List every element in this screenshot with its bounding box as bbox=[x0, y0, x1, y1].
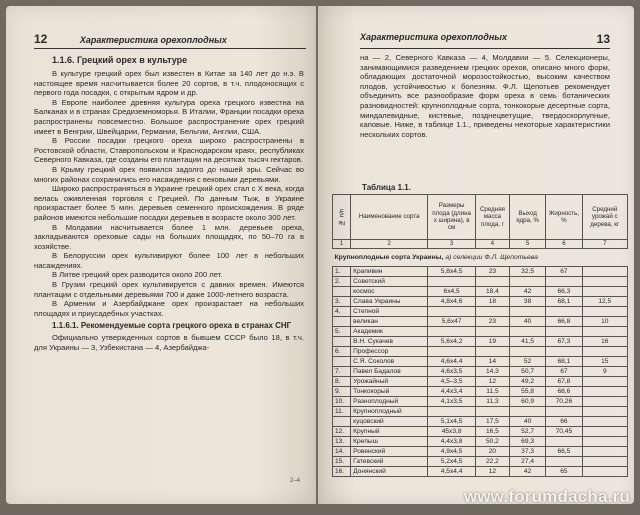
subsection-heading: 1.1.6.1. Рекомендуемые сорта грецкого ореха в странах СНГ bbox=[52, 321, 292, 331]
table-cell: Тонкокорый bbox=[351, 387, 428, 397]
right-page bbox=[318, 6, 634, 504]
table-cell: Крепыш bbox=[351, 437, 428, 447]
table-row bbox=[333, 267, 628, 277]
table-cell bbox=[509, 307, 545, 317]
paragraph: В России посадки грецкого ореха широко распространены в Ростовской области, Ставропольском и Краснодарском краях, республиках Северного Кавказа, где созданы его плантации на десятках тысяч гектаров. bbox=[34, 136, 304, 165]
table-row bbox=[333, 377, 628, 387]
column-header: Жирность, % bbox=[546, 195, 582, 240]
group-subtitle: а) селекции Ф.Л. Щепотьева bbox=[445, 253, 538, 261]
table-cell: Профессор bbox=[351, 347, 428, 357]
table-cell: 69,3 bbox=[509, 437, 545, 447]
table-cell: 2. bbox=[333, 277, 351, 287]
table-cell: 11,3 bbox=[475, 397, 509, 407]
table-cell: 67,3 bbox=[546, 337, 582, 347]
table-cell bbox=[475, 407, 509, 417]
table-cell bbox=[428, 307, 476, 317]
table-cell: 15 bbox=[582, 357, 627, 367]
table-cell: 68,1 bbox=[546, 297, 582, 307]
table-cell: Павел Бадалов bbox=[351, 367, 428, 377]
table-cell: 66 bbox=[546, 417, 582, 427]
table-cell bbox=[582, 457, 627, 467]
table-cell: Слава Украины bbox=[351, 297, 428, 307]
paragraph: В Грузии грецкий орех культивируется с давних времен. Имеются плантации с отдельными деревьями 700 и даже 1000-летнего возраста. bbox=[34, 280, 304, 299]
table-cell: 68,1 bbox=[546, 357, 582, 367]
table-cell bbox=[546, 277, 582, 287]
table-cell: Крапивин bbox=[351, 267, 428, 277]
table-cell: 67 bbox=[546, 367, 582, 377]
table-cell: 11. bbox=[333, 407, 351, 417]
table-cell: 9. bbox=[333, 387, 351, 397]
table-cell: 55,8 bbox=[509, 387, 545, 397]
column-number: 2 bbox=[351, 240, 428, 249]
table-group-row bbox=[333, 249, 628, 267]
table-cell: 4,4х3,4 bbox=[428, 387, 476, 397]
table-cell: 12,5 bbox=[582, 297, 627, 307]
column-header: Размеры плода (длина х ширина), в см bbox=[428, 195, 476, 240]
table-cell bbox=[582, 427, 627, 437]
paragraph: В Белоруссии орех культивируют более 100 лет в небольших насаждениях. bbox=[34, 251, 304, 270]
column-number: 7 bbox=[582, 240, 627, 249]
table-cell bbox=[582, 447, 627, 457]
table-cell: В.Н. Сукачев bbox=[351, 337, 428, 347]
table-cell bbox=[582, 287, 627, 297]
table-cell: Степной bbox=[351, 307, 428, 317]
table-cell: 32,5 bbox=[509, 267, 545, 277]
table-row bbox=[333, 467, 628, 477]
table-cell: 4. bbox=[333, 307, 351, 317]
table-cell: 67,8 bbox=[546, 377, 582, 387]
table-cell bbox=[582, 267, 627, 277]
table-cell: 5,6х4,2 bbox=[428, 337, 476, 347]
table-cell bbox=[428, 277, 476, 287]
varieties-table bbox=[332, 194, 628, 477]
table-cell bbox=[333, 337, 351, 347]
column-number: 3 bbox=[428, 240, 476, 249]
table-cell: 4,1х3,5 bbox=[428, 397, 476, 407]
final-paragraph: Официально утвержденных сортов в бывшем СССР было 18, в т.ч. для Украины — 3, Узбекистана — 4, Азербайджа- bbox=[34, 333, 304, 353]
table-cell: 66,3 bbox=[546, 287, 582, 297]
table-row bbox=[333, 277, 628, 287]
column-number: 1 bbox=[333, 240, 351, 249]
table-row bbox=[333, 447, 628, 457]
table-cell: 14 bbox=[475, 357, 509, 367]
table-cell bbox=[509, 407, 545, 417]
table-cell: 38 bbox=[509, 297, 545, 307]
right-header-rule bbox=[360, 48, 610, 49]
table-cell: 49,2 bbox=[509, 377, 545, 387]
table-cell: 16. bbox=[333, 467, 351, 477]
table-cell: 50,2 bbox=[475, 437, 509, 447]
table-row bbox=[333, 407, 628, 417]
table-cell bbox=[475, 327, 509, 337]
table-cell: 37,3 bbox=[509, 447, 545, 457]
table-cell: 3. bbox=[333, 297, 351, 307]
intro-paragraph: на — 2, Северного Кавказа — 4, Молдавии — 5. Селекционеры, занимающимися разведением грецких орехов, описано много форм, обладающих достаточной морозостойкостью, высоким качеством плодов, устойчивостью к болезням. Ф.Л. Щепотьев рекомендует объединить все разнообразие форм ореха в семь ботанических разновидностей: крупноплодные сорта, тонкокорые десертные сорта, миндалевидные, кистевые, позднецветущие, твердоскорлупные, каповые. Ниже, в таблице 1.1., приведены некоторые характеристики нескольких сортов. bbox=[360, 53, 610, 139]
table-cell: 52 bbox=[509, 357, 545, 367]
table-cell bbox=[428, 347, 476, 357]
table-cell bbox=[509, 347, 545, 357]
table-cell bbox=[582, 467, 627, 477]
table-cell: 40 bbox=[509, 317, 545, 327]
table-cell bbox=[509, 277, 545, 287]
table-cell bbox=[546, 307, 582, 317]
paragraph: В Молдавии насчитывается более 1 млн. деревьев ореха, закладываются ореховые сады на больших площадях, по 50–70 га в хозяйстве. bbox=[34, 222, 304, 251]
table-cell: 4,5–3,5 bbox=[428, 377, 476, 387]
table-cell: 60,9 bbox=[509, 397, 545, 407]
table-cell: 5,8х4,5 bbox=[428, 267, 476, 277]
watermark: www.forumdacha.ru bbox=[463, 487, 630, 506]
table-cell: 18 bbox=[475, 297, 509, 307]
table-row bbox=[333, 387, 628, 397]
paragraph: В Европе наиболее древняя культура ореха грецкого известна на Балканах и в странах Средиземноморья. В Италии, Франции посадки ореха распространены повсеместно. Большое распространение орех грецкий имеет в Венгрии, Швейцарии, Германии, Бельгии, Англии, США. bbox=[34, 97, 304, 136]
table-cell bbox=[582, 437, 627, 447]
left-page bbox=[6, 6, 316, 504]
table-cell: 41,5 bbox=[509, 337, 545, 347]
table-cell: 5,2х4,5 bbox=[428, 457, 476, 467]
left-body-text bbox=[34, 52, 304, 496]
right-running-header bbox=[360, 32, 610, 46]
table-cell: 70,45 bbox=[546, 427, 582, 437]
paragraph: В Литве грецкий орех разводится около 200 лет. bbox=[52, 270, 223, 280]
table-cell: 50,7 bbox=[509, 367, 545, 377]
table-cell bbox=[428, 407, 476, 417]
table-cell bbox=[582, 327, 627, 337]
table-cell: 4,4х3,8 bbox=[428, 437, 476, 447]
table-cell: 4,6х4,4 bbox=[428, 357, 476, 367]
table-cell: 6. bbox=[333, 347, 351, 357]
table-cell bbox=[582, 387, 627, 397]
left-header-rule bbox=[34, 48, 306, 49]
table-row bbox=[333, 457, 628, 467]
table-cell: 16,5 bbox=[475, 427, 509, 437]
table-row bbox=[333, 437, 628, 447]
paragraph: В Крыму грецкий орех появился задолго до нашей эры. Сейчас во многих районах сохранились его насаждения с вековыми деревьями. bbox=[34, 164, 304, 184]
table-cell: 27,4 bbox=[509, 457, 545, 467]
table-cell bbox=[428, 327, 476, 337]
table-cell: 70,26 bbox=[546, 397, 582, 407]
table-cell bbox=[582, 397, 627, 407]
table-cell bbox=[546, 437, 582, 447]
page-number-left: 12 bbox=[34, 32, 48, 46]
table-cell: Ровенский bbox=[351, 447, 428, 457]
table-cell: космос bbox=[351, 287, 428, 297]
table-cell bbox=[509, 327, 545, 337]
paragraph: В Армении и Азербайджане орех произрастает на небольших площадях и приусадебных участках. bbox=[34, 299, 304, 318]
table-cell bbox=[546, 347, 582, 357]
table-cell bbox=[582, 347, 627, 357]
right-body-text bbox=[360, 53, 610, 139]
table-cell: 22,2 bbox=[475, 457, 509, 467]
column-number: 4 bbox=[475, 240, 509, 249]
table-cell: 18,4 bbox=[475, 287, 509, 297]
table-cell: 16 bbox=[582, 337, 627, 347]
table-cell bbox=[546, 457, 582, 467]
table-cell bbox=[546, 407, 582, 417]
table-cell: 52,7 bbox=[509, 427, 545, 437]
column-number: 6 bbox=[546, 240, 582, 249]
table-cell: 20 bbox=[475, 447, 509, 457]
table-cell bbox=[475, 347, 509, 357]
table-cell: 14. bbox=[333, 447, 351, 457]
table-cell: 45х3,8 bbox=[428, 427, 476, 437]
table-cell bbox=[582, 417, 627, 427]
table-cell bbox=[333, 287, 351, 297]
table-cell: 42 bbox=[509, 467, 545, 477]
table-cell: Донянский bbox=[351, 467, 428, 477]
table-cell: 5,6х47 bbox=[428, 317, 476, 327]
table-cell: 66,8 bbox=[546, 317, 582, 327]
footer-signature-mark: 2–4 bbox=[289, 478, 300, 484]
table-cell: С.Я. Соколов bbox=[351, 357, 428, 367]
table-row bbox=[333, 417, 628, 427]
table-cell: 5,1х4,5 bbox=[428, 417, 476, 427]
column-header: № п/п bbox=[333, 195, 351, 240]
column-header: Средний урожай с дерева, кг bbox=[582, 195, 627, 240]
table-cell: 4,6х3,5 bbox=[428, 367, 476, 377]
table-cell: Советский bbox=[351, 277, 428, 287]
table-cell: 40 bbox=[509, 417, 545, 427]
table-cell bbox=[333, 417, 351, 427]
table-cell: 23 bbox=[475, 317, 509, 327]
table-row bbox=[333, 397, 628, 407]
table-row bbox=[333, 327, 628, 337]
table-cell: Крупный bbox=[351, 427, 428, 437]
table-cell bbox=[582, 277, 627, 287]
table-row bbox=[333, 317, 628, 327]
table-cell: Урожайный bbox=[351, 377, 428, 387]
left-header-title: Характеристика орехоплодных bbox=[79, 35, 227, 45]
table-column-numbers bbox=[333, 240, 628, 249]
table-cell: 19 bbox=[475, 337, 509, 347]
table-cell: 4,5х4,4 bbox=[428, 467, 476, 477]
table-cell: 12 bbox=[475, 467, 509, 477]
table-cell: 10 bbox=[582, 317, 627, 327]
table-cell: 1. bbox=[333, 267, 351, 277]
table-cell: Крупноплодный bbox=[351, 407, 428, 417]
section-heading: 1.1.6. Грецкий орех в культуре bbox=[52, 55, 188, 65]
table-cell bbox=[582, 377, 627, 387]
column-header: Наименование сорта bbox=[351, 195, 428, 240]
right-header-title: Характеристика орехоплодных bbox=[360, 32, 507, 42]
column-number: 5 bbox=[509, 240, 545, 249]
table-cell: 68,6 bbox=[546, 387, 582, 397]
table-header-row bbox=[333, 195, 628, 240]
table-cell: 67 bbox=[546, 267, 582, 277]
table-row bbox=[333, 427, 628, 437]
table-row bbox=[333, 337, 628, 347]
table-row bbox=[333, 297, 628, 307]
table-cell: 17,5 bbox=[475, 417, 509, 427]
paragraph: В культуре грецкий орех был известен в Китае за 140 лет до н.э. В настоящее время насчитывается более 20 сортов, в т.ч. плодоносящих с первого года посадки, с открытым ядром и др. bbox=[34, 69, 304, 98]
column-header: Выход ядра, % bbox=[509, 195, 545, 240]
table-cell: 4,9х4,5 bbox=[428, 447, 476, 457]
column-header: Средняя масса плода, г bbox=[475, 195, 509, 240]
table-row bbox=[333, 367, 628, 377]
table-cell: 7. bbox=[333, 367, 351, 377]
table-cell: 11,5 bbox=[475, 387, 509, 397]
table-cell: 23 bbox=[475, 267, 509, 277]
table-cell: Академик bbox=[351, 327, 428, 337]
paragraph: Широко распространяться в Украине грецкий орех стал с X века, когда велась оживленная торговля с Грецией. По данным Тыж, в Украине произрастает более 5 млн. деревьев семенного происхождения. В ряде районов имеются небольшие посадки деревьев в возрасте около 300 лет. bbox=[34, 184, 304, 222]
table-cell bbox=[546, 327, 582, 337]
table-cell: 13. bbox=[333, 437, 351, 447]
table-cell: 14,3 bbox=[475, 367, 509, 377]
page-number-right: 13 bbox=[596, 32, 610, 46]
table-cell: 6х4,5 bbox=[428, 287, 476, 297]
table-cell: куцовский bbox=[351, 417, 428, 427]
table-cell: 12 bbox=[475, 377, 509, 387]
group-title: Крупноплодные сорта Украины, bbox=[334, 253, 444, 261]
table-cell bbox=[333, 357, 351, 367]
table-row bbox=[333, 347, 628, 357]
table-cell: 10. bbox=[333, 397, 351, 407]
table-cell: 42 bbox=[509, 287, 545, 297]
table-caption: Таблица 1.1. bbox=[362, 183, 411, 192]
table-cell bbox=[475, 277, 509, 287]
table-cell: Гатевский bbox=[351, 457, 428, 467]
left-running-header bbox=[34, 32, 306, 46]
table-cell: 4,8х4,6 bbox=[428, 297, 476, 307]
table-cell: 5. bbox=[333, 327, 351, 337]
table-row bbox=[333, 357, 628, 367]
table-row bbox=[333, 307, 628, 317]
table-cell: 65 bbox=[546, 467, 582, 477]
table-cell: Разноплодный bbox=[351, 397, 428, 407]
table-cell: великан bbox=[351, 317, 428, 327]
table-cell: 9 bbox=[582, 367, 627, 377]
table-cell bbox=[333, 317, 351, 327]
table-cell: 12. bbox=[333, 427, 351, 437]
table-cell bbox=[582, 307, 627, 317]
table-row bbox=[333, 287, 628, 297]
table-cell bbox=[475, 307, 509, 317]
left-paragraphs bbox=[34, 69, 304, 318]
table-cell: 15. bbox=[333, 457, 351, 467]
table-cell: 66,5 bbox=[546, 447, 582, 457]
table-cell bbox=[582, 407, 627, 417]
table-cell: 8. bbox=[333, 377, 351, 387]
